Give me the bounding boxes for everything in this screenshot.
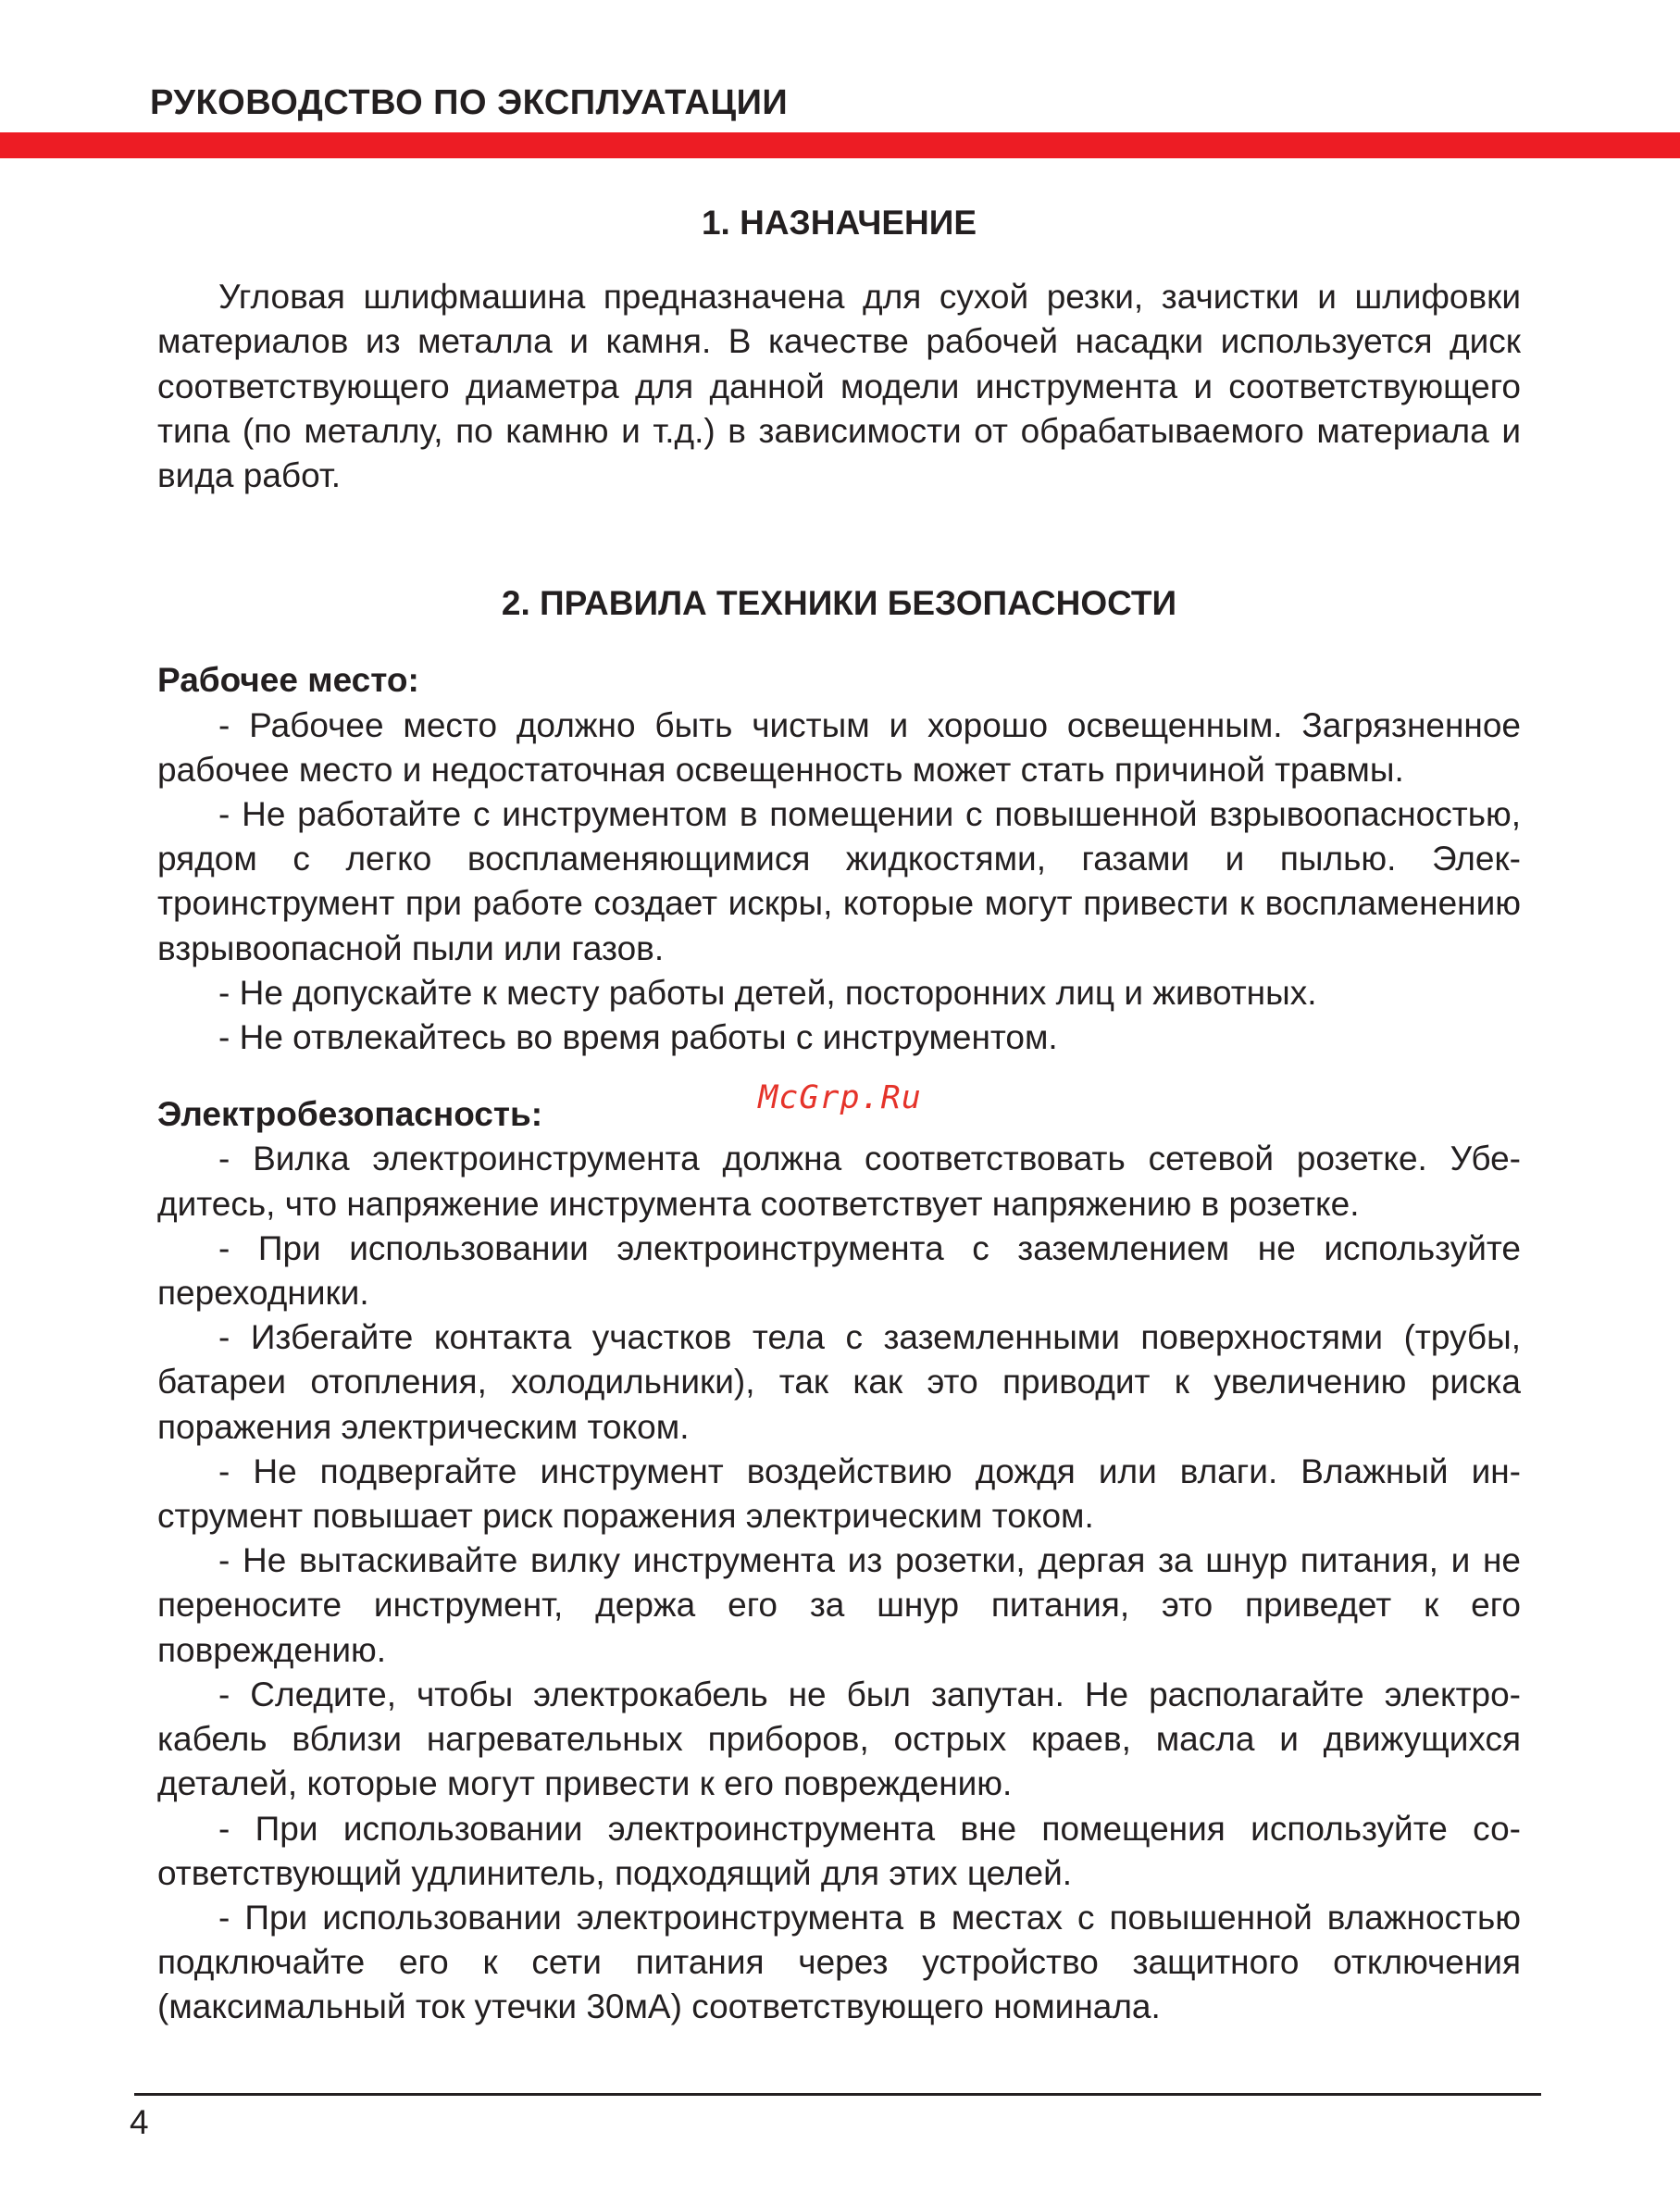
electrical-item: - Не вытаскивайте вилку инструмента из розетки, дергая за шнур питания, и не переносите инструмент, держа его за шнур питания, это приведет к его повреждению. <box>157 1541 1521 1669</box>
running-header-title: РУКОВОДСТВО ПО ЭКСПЛУАТАЦИИ <box>150 83 789 122</box>
workplace-item: - Не работайте с инструментом в помещении с повышенной взрывоопасностью, рядом с легко воспламеняющимися жидкостями, газами и пылью. Электроинструмент при работе создает искры, которые могут привести к воспламенению взрывоопасной пыли или газов. <box>157 795 1521 967</box>
workplace-item: - Рабочее место должно быть чистым и хорошо освещенным. Загрязненное рабочее место и недостаточная освещенность может стать причиной травмы. <box>157 705 1521 789</box>
electrical-item: - Не подвергайте инструмент воздействию дождя или влаги. Влажный инструмент повышает риск поражения электрическим током. <box>157 1451 1521 1536</box>
subheading-workplace: Рабочее место: <box>157 661 419 700</box>
electrical-item: - Следите, чтобы электрокабель не был запутан. Не располагайте электрокабель вблизи нагревательных приборов, острых краев, масла и движущихся деталей, которые могут привести к его повреждению. <box>157 1675 1521 1803</box>
page-number: 4 <box>130 2103 149 2141</box>
purpose-paragraph: Угловая шлифмашина предназначена для сухой резки, зачистки и шлифовки материалов из металла и камня. В качестве рабочей насадки используется диск соответствующего диаметра для данной модели инструмента и соответствующего типа (по металлу, по камню и т.д.) в зависимости от обрабатываемого материала и вида работ. <box>157 278 1521 495</box>
header-accent-bar <box>0 132 1680 158</box>
electrical-item: - Вилка электроинструмента должна соответствовать сетевой розетке. Убедитесь, что напряжение инструмента соответствует напряжению в розетке. <box>157 1140 1521 1223</box>
workplace-item: - Не допускайте к месту работы детей, посторонних лиц и животных. <box>218 973 1317 1012</box>
section-heading-safety: 2. ПРАВИЛА ТЕХНИКИ БЕЗОПАСНОСТИ <box>501 584 1177 623</box>
footer-divider <box>134 2093 1541 2096</box>
section-heading-purpose: 1. НАЗНАЧЕНИЕ <box>701 204 977 242</box>
electrical-item: - При использовании электроинструмента с заземлением не используйте переходники. <box>157 1228 1521 1313</box>
subheading-electrical-safety: Электробезопасность: <box>157 1095 543 1134</box>
workplace-item: - Не отвлекайтесь во время работы с инструментом. <box>218 1018 1058 1057</box>
electrical-item: - Избегайте контакта участков тела с заземленными поверхностями (трубы, батареи отопления, холодильники), так как это приводит к увеличению риска поражения электрическим током. <box>157 1318 1521 1446</box>
watermark-text: McGrp.Ru <box>758 1079 922 1116</box>
electrical-item: - При использовании электроинструмента в местах с повышенной влажностью подключайте его к сети питания через устройство защитного отключения (максимальный ток утечки 30мА) соответствующего номинала. <box>157 1898 1521 2026</box>
electrical-item: - При использовании электроинструмента вне помещения используйте соответствующий удлинитель, подходящий для этих целей. <box>157 1809 1521 1892</box>
